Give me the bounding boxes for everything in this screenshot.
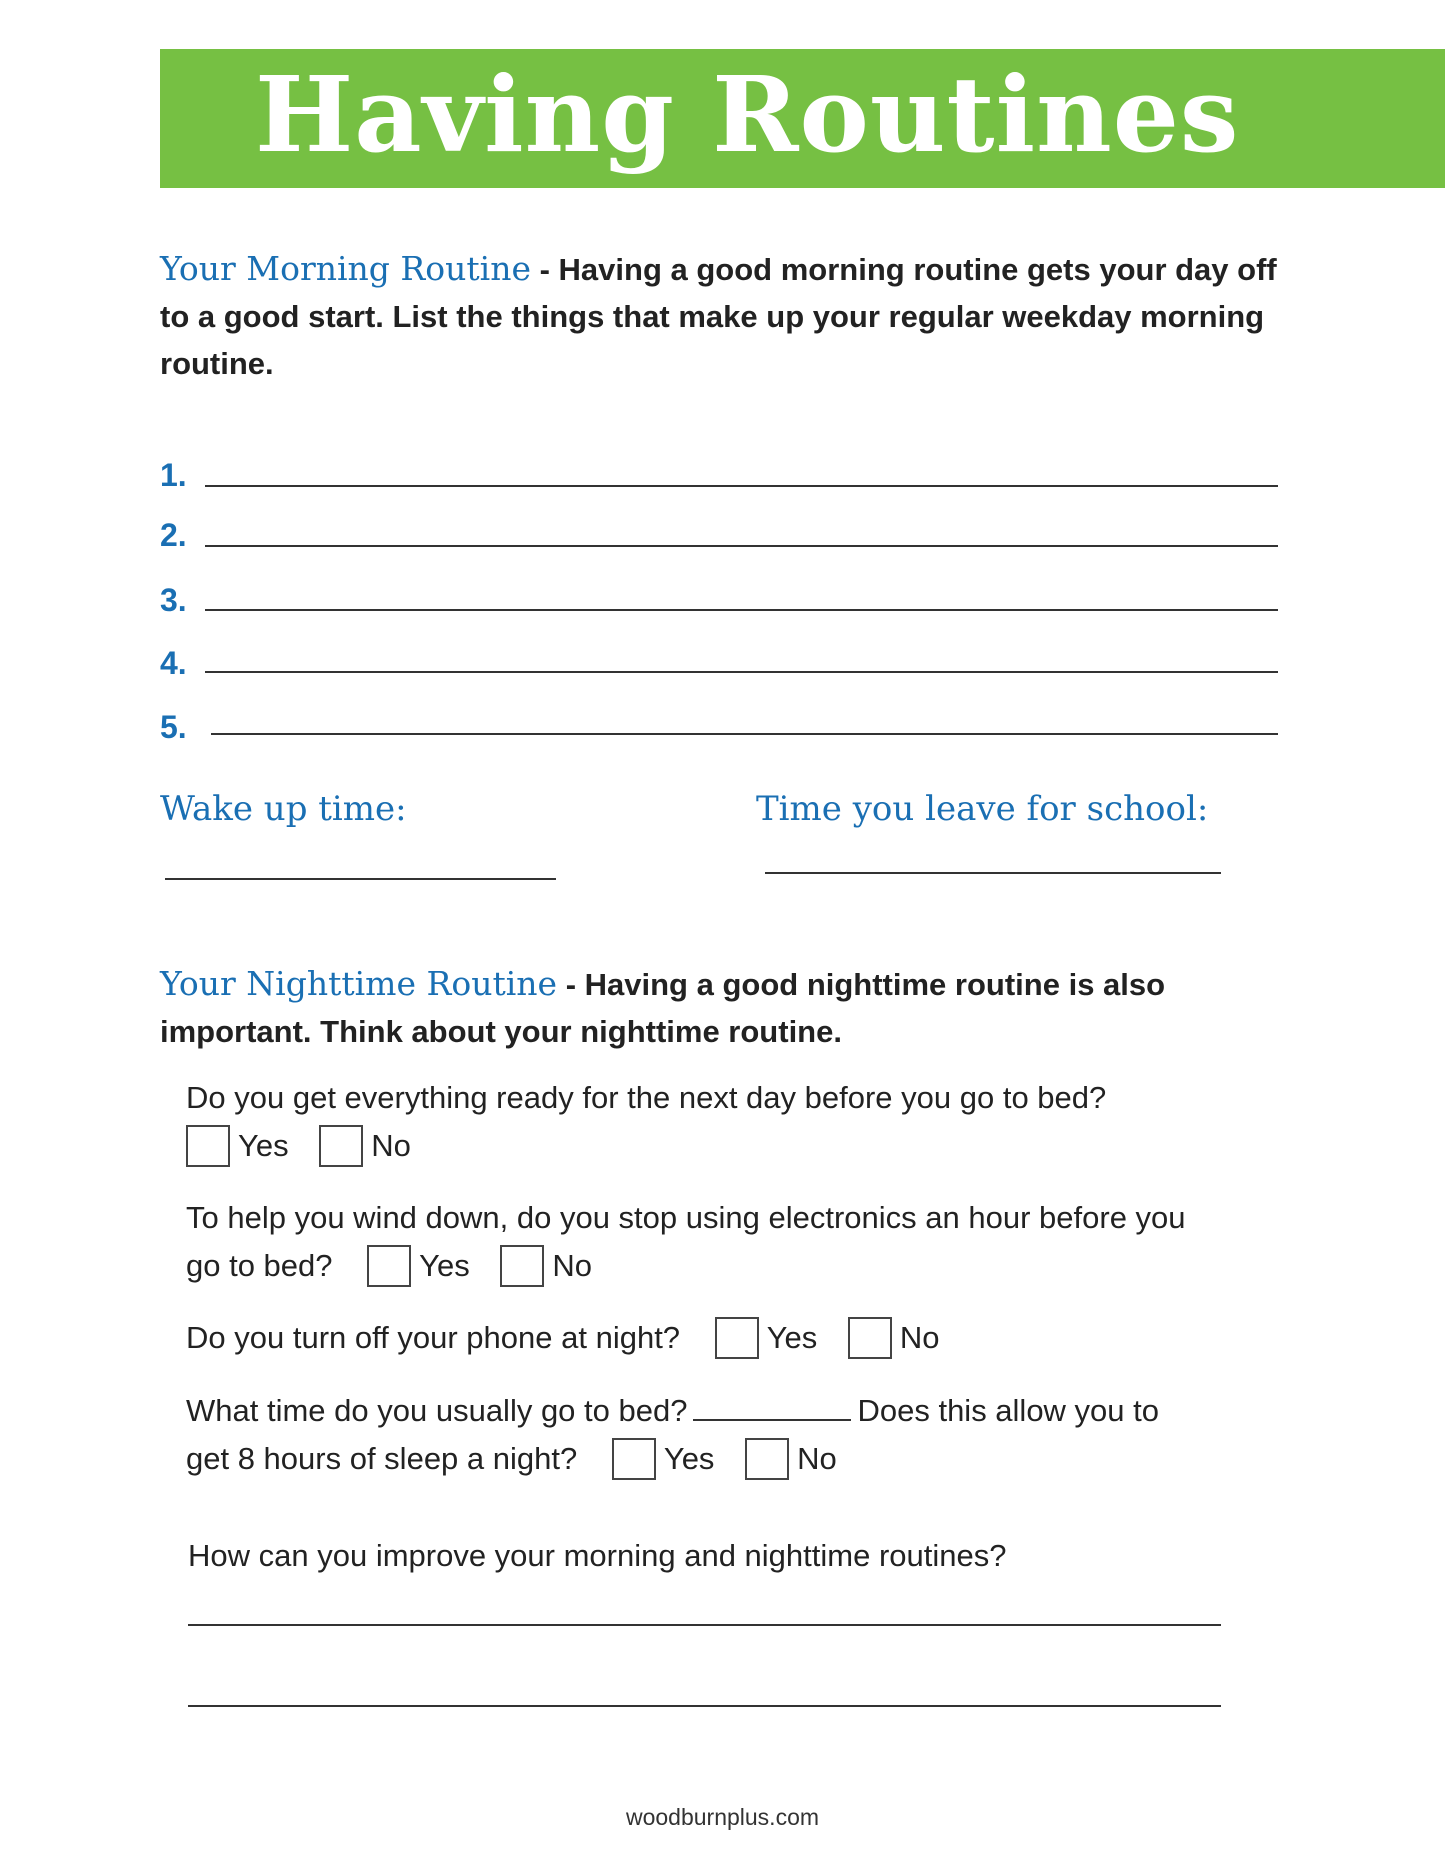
q4-yes-label: Yes <box>663 1441 715 1476</box>
q3-no-checkbox[interactable] <box>848 1317 892 1359</box>
morning-intro <box>160 245 1290 387</box>
improve-line-1[interactable] <box>188 1624 1221 1626</box>
morning-line-2[interactable] <box>205 545 1278 547</box>
q4-no-checkbox[interactable] <box>745 1438 789 1480</box>
q1-no-checkbox[interactable] <box>319 1125 363 1167</box>
bedtime-blank[interactable] <box>693 1389 851 1421</box>
morning-line-3[interactable] <box>205 609 1278 611</box>
page-title: Having Routines <box>255 53 1240 176</box>
q4-no-label: No <box>797 1441 837 1476</box>
question-2 <box>186 1194 1186 1291</box>
item-number-2: 2. <box>160 517 187 553</box>
q2-no-label: No <box>552 1248 592 1283</box>
night-text: Having a good nighttime routine is also important. Think about your nighttime routine. <box>160 967 1166 1049</box>
question-2-text-line2: go to bed? <box>186 1248 333 1283</box>
footer-website: woodburnplus.com <box>625 1804 820 1830</box>
wake-up-label: Wake up time: <box>160 789 407 829</box>
night-heading: Your Nighttime Routine <box>160 964 558 1003</box>
question-3 <box>186 1314 962 1363</box>
item-number-4: 4. <box>160 645 187 681</box>
question-1 <box>186 1074 1106 1171</box>
improve-question: How can you improve your morning and nighttime routines? <box>188 1538 1007 1573</box>
item-number-3: 3. <box>160 582 187 618</box>
morning-heading: Your Morning Routine <box>160 249 531 288</box>
morning-dash: - <box>530 252 559 287</box>
leave-school-label: Time you leave for school: <box>756 789 1209 829</box>
question-3-text: Do you turn off your phone at night? <box>186 1320 681 1355</box>
q2-no-checkbox[interactable] <box>500 1245 544 1287</box>
title-banner <box>160 49 1445 188</box>
item-number-5: 5. <box>160 709 187 745</box>
night-dash: - <box>557 967 585 1002</box>
q3-yes-checkbox[interactable] <box>715 1317 759 1359</box>
wake-up-line[interactable] <box>165 878 556 880</box>
question-2-text-line1: To help you wind down, do you stop using electronics an hour before you <box>186 1200 1186 1235</box>
q1-yes-label: Yes <box>238 1128 289 1163</box>
question-4-text-part2: Does this allow you to <box>857 1393 1160 1428</box>
q2-yes-checkbox[interactable] <box>367 1245 411 1287</box>
question-1-text: Do you get everything ready for the next day before you go to bed? <box>186 1080 1107 1115</box>
morning-line-4[interactable] <box>205 671 1278 673</box>
morning-line-1[interactable] <box>205 485 1278 487</box>
q1-yes-checkbox[interactable] <box>186 1125 230 1167</box>
q3-yes-label: Yes <box>766 1320 818 1355</box>
question-4 <box>186 1387 1159 1484</box>
q2-yes-label: Yes <box>419 1248 470 1283</box>
leave-school-line[interactable] <box>765 872 1221 874</box>
question-4-text-part1: What time do you usually go to bed? <box>186 1393 688 1428</box>
q4-yes-checkbox[interactable] <box>612 1438 656 1480</box>
q3-no-label: No <box>899 1320 940 1355</box>
improve-line-2[interactable] <box>188 1705 1221 1707</box>
morning-line-5[interactable] <box>211 733 1278 735</box>
night-intro <box>160 960 1290 1055</box>
q1-no-label: No <box>371 1128 411 1163</box>
item-number-1: 1. <box>160 457 187 493</box>
question-4-text-line2: get 8 hours of sleep a night? <box>186 1441 578 1476</box>
morning-text: Having a good morning routine gets your day off to a good start. List the things that make up your regular weekday morning routine. <box>160 252 1277 381</box>
